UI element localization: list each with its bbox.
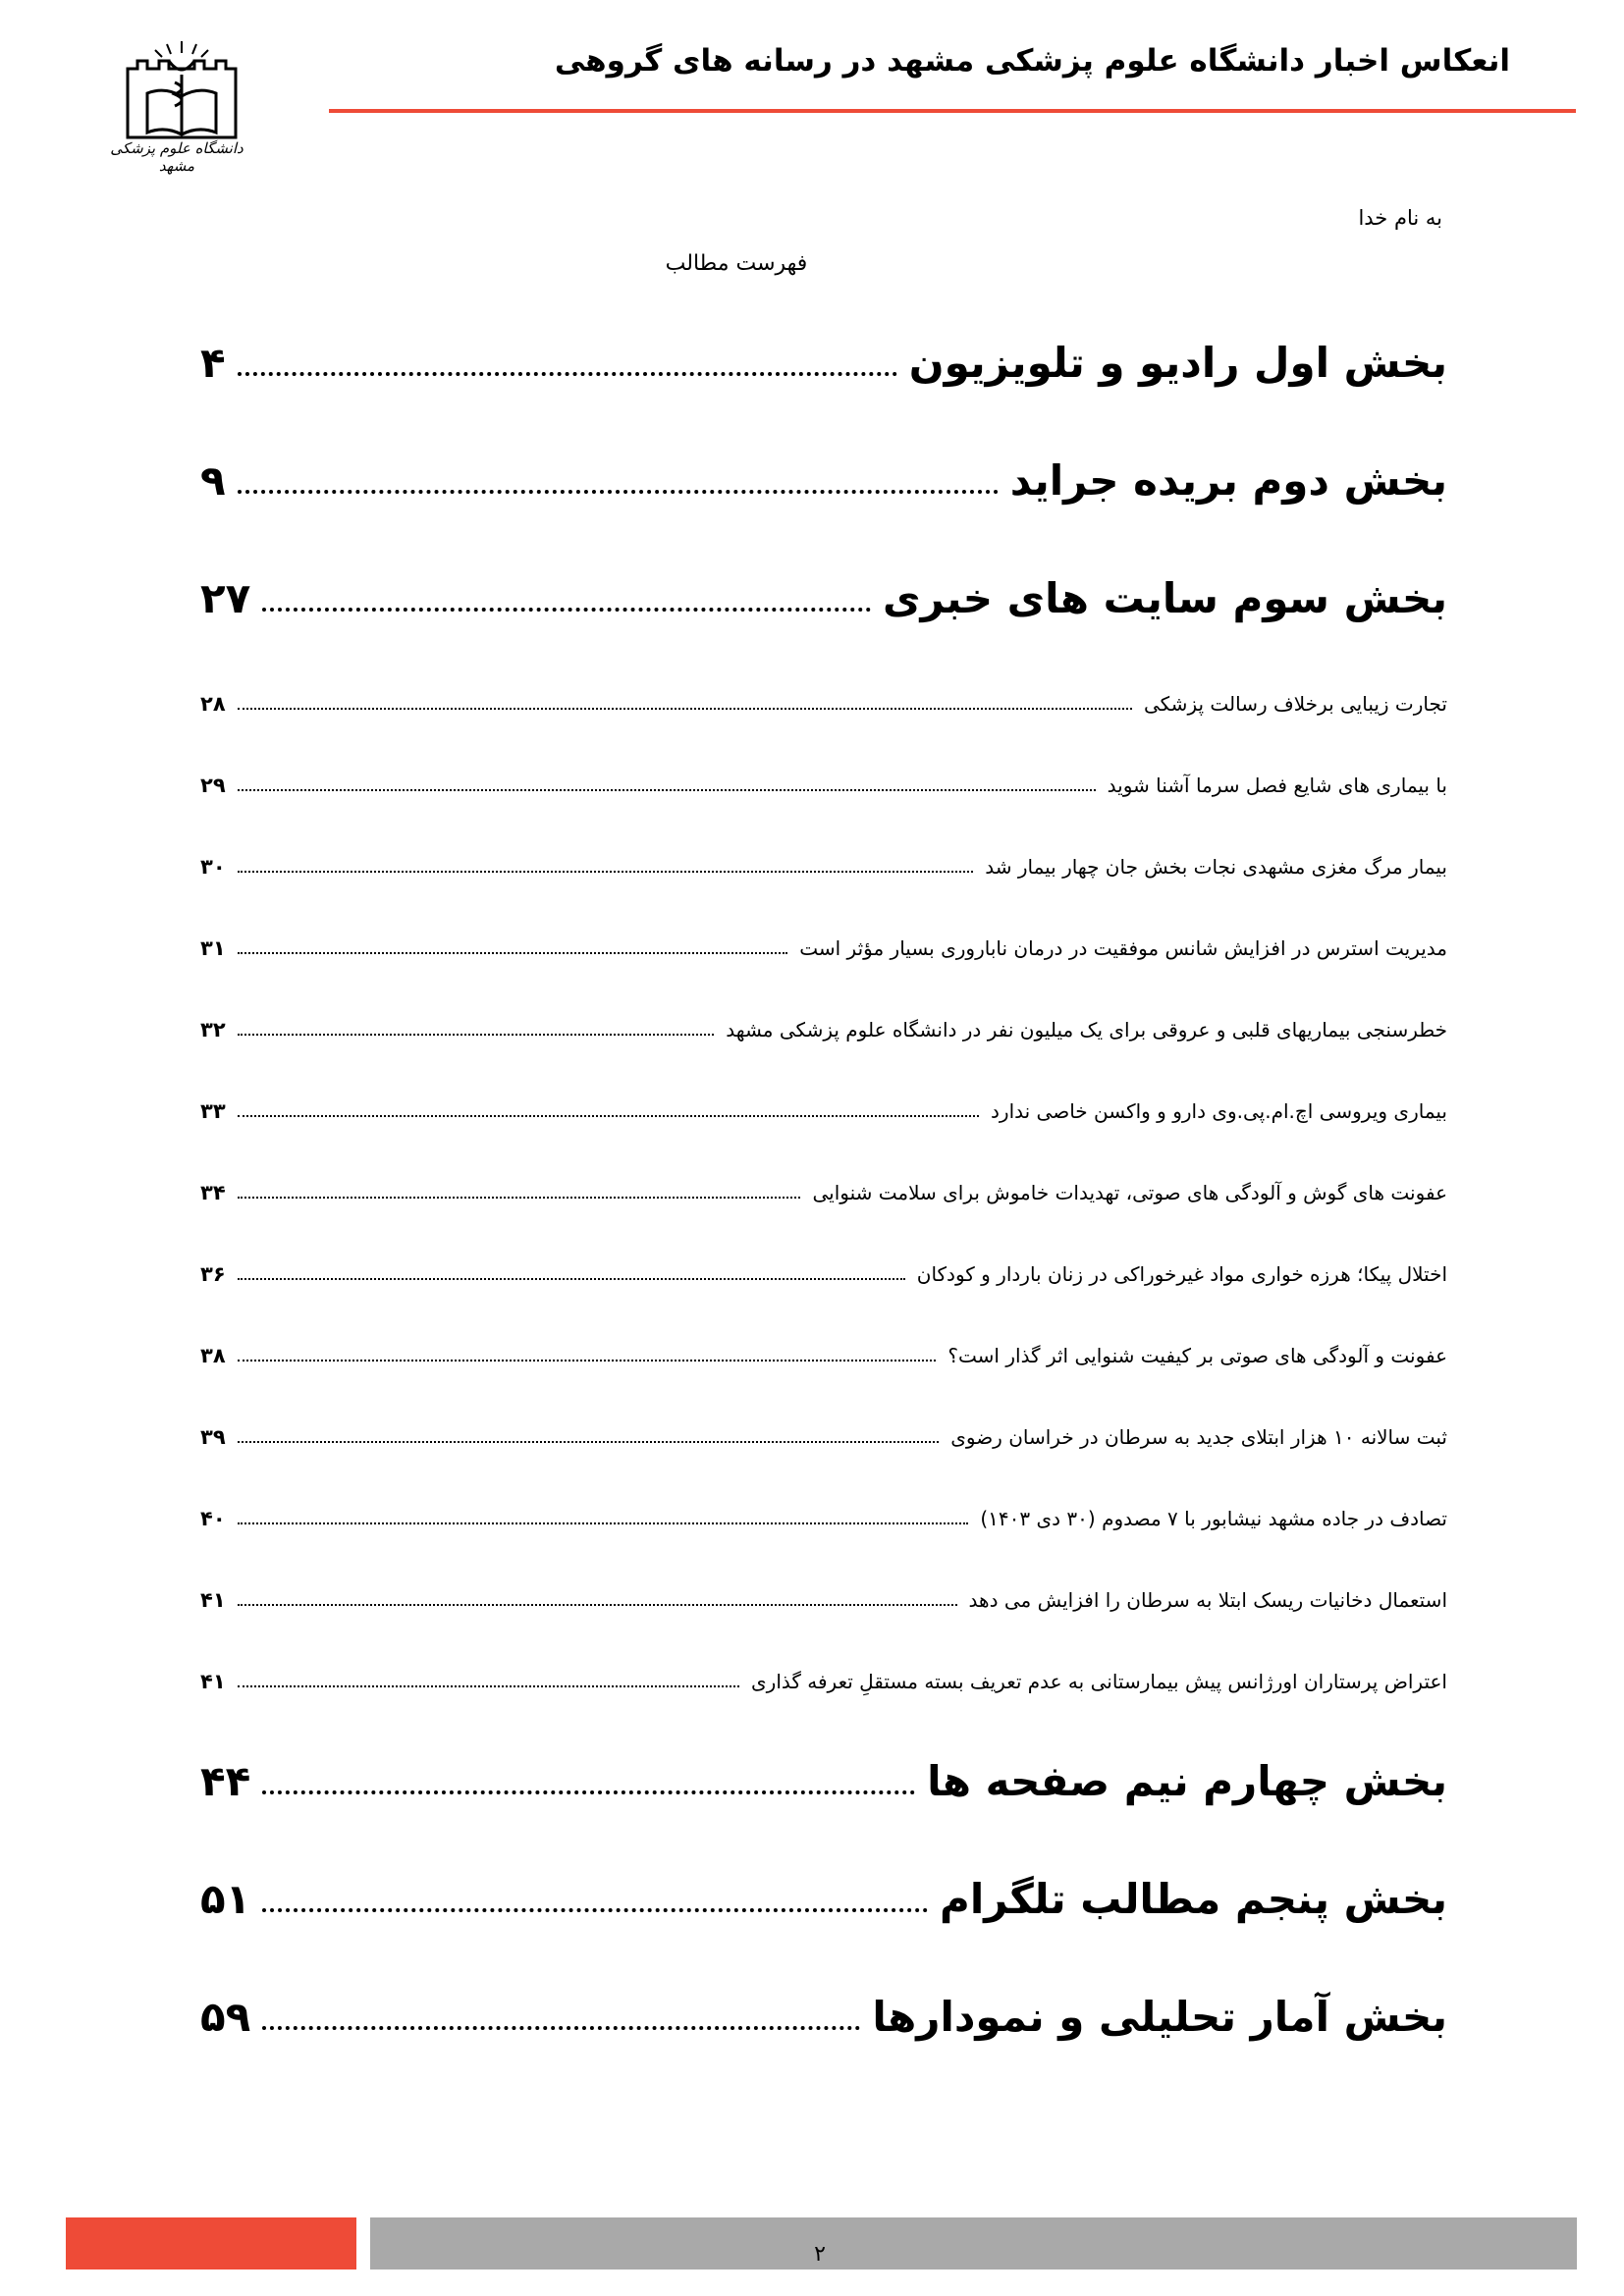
header-divider xyxy=(329,109,1576,113)
toc-entry[interactable] xyxy=(200,1344,1447,1367)
toc-leader-dots xyxy=(262,585,871,612)
toc-entry-page: ۴۱ xyxy=(200,1588,226,1612)
footer-accent-bar xyxy=(66,2217,356,2269)
toc-entry[interactable] xyxy=(200,1099,1447,1123)
toc-leader-dots xyxy=(238,1187,801,1199)
toc-entry-page: ۳۱ xyxy=(200,936,226,960)
toc-entry-title: خطرسنجی بیماریهای قلبی و عروقی برای یک میلیون نفر در دانشگاه علوم پزشکی مشهد xyxy=(726,1018,1447,1041)
toc-leader-dots xyxy=(238,779,1096,791)
toc-entry-title: استعمال دخانیات ریسک ابتلا به سرطان را افزایش می دهد xyxy=(968,1588,1447,1612)
toc-entry-page: ۳۲ xyxy=(200,1018,226,1041)
toc-leader-dots xyxy=(238,1024,715,1036)
university-emblem-icon xyxy=(108,39,255,147)
toc-section[interactable] xyxy=(200,1757,1447,1805)
toc-entry[interactable] xyxy=(200,1425,1447,1449)
toc-section-title: بخش آمار تحلیلی و نمودارها xyxy=(872,1993,1447,2041)
toc-entry-page: ۲۹ xyxy=(200,774,226,797)
toc-entry-title: مدیریت استرس در افزایش شانس موفقیت در درمان ناباروری بسیار مؤثر است xyxy=(799,936,1447,960)
toc-section[interactable] xyxy=(200,1993,1447,2041)
toc-section-page: ۵۱ xyxy=(200,1875,251,1923)
toc-heading: فهرست مطالب xyxy=(665,251,808,276)
toc-leader-dots xyxy=(238,1105,979,1117)
toc-leader-dots xyxy=(238,861,974,873)
toc-entry-page: ۳۳ xyxy=(200,1099,226,1123)
toc-entry-title: تجارت زیبایی برخلاف رسالت پزشکی xyxy=(1143,692,1447,716)
toc-leader-dots xyxy=(262,1768,915,1794)
bismillah-text: به نام خدا xyxy=(1358,206,1442,230)
toc-entry-title: اختلال پیکا؛ هرزه خواری مواد غیرخوراکی در زنان باردار و کودکان xyxy=(916,1262,1447,1286)
toc-leader-dots xyxy=(238,698,1132,710)
toc-section-page: ۲۷ xyxy=(200,574,251,622)
toc-entry-page: ۳۴ xyxy=(200,1181,226,1204)
toc-entry-page: ۴۱ xyxy=(200,1670,226,1693)
toc-section-title: بخش پنجم مطالب تلگرام xyxy=(940,1875,1447,1923)
toc-entry[interactable] xyxy=(200,1588,1447,1612)
toc-section[interactable] xyxy=(200,574,1447,622)
toc-leader-dots xyxy=(238,1431,940,1443)
toc-entry-title: ثبت سالانه ۱۰ هزار ابتلای جدید به سرطان در خراسان رضوی xyxy=(950,1425,1447,1449)
toc-leader-dots xyxy=(238,1594,957,1606)
toc-section-page: ۵۹ xyxy=(200,1993,251,2041)
toc-entry[interactable] xyxy=(200,855,1447,879)
toc-entry-title: بیمار مرگ مغزی مشهدی نجات بخش جان چهار بیمار شد xyxy=(985,855,1447,879)
toc-entry[interactable] xyxy=(200,1507,1447,1530)
toc-leader-dots xyxy=(238,349,897,376)
toc-leader-dots xyxy=(262,2003,860,2030)
toc-section[interactable] xyxy=(200,456,1447,505)
toc-section-title: بخش اول رادیو و تلویزیون xyxy=(908,339,1447,387)
toc-entry-title: بیماری ویروسی اچ.ام.پی.وی دارو و واکسن خاصی ندارد xyxy=(991,1099,1447,1123)
toc-section-title: بخش چهارم نیم صفحه ها xyxy=(927,1757,1447,1805)
toc-entry-title: اعتراض پرستاران اورژانس پیش بیمارستانی به عدم تعریف بسته مستقلِ تعرفه گذاری xyxy=(751,1670,1447,1693)
page-number: ۲ xyxy=(814,2242,826,2267)
report-header-title: انعکاس اخبار دانشگاه علوم پزشکی مشهد در رسانه های گروهی xyxy=(554,43,1510,79)
toc-entry-page: ۲۸ xyxy=(200,692,226,716)
toc-entry-title: عفونت های گوش و آلودگی های صوتی، تهدیدات خاموش برای سلامت شنوایی xyxy=(812,1181,1447,1204)
toc-leader-dots xyxy=(238,1513,969,1524)
toc-leader-dots xyxy=(238,1268,905,1280)
toc-leader-dots xyxy=(238,942,788,954)
toc-entry[interactable] xyxy=(200,1262,1447,1286)
toc-section-title: بخش دوم بریده جراید xyxy=(1009,456,1447,505)
toc-entry[interactable] xyxy=(200,774,1447,797)
toc-entry[interactable] xyxy=(200,692,1447,716)
toc-entry[interactable] xyxy=(200,1018,1447,1041)
toc-entry-title: تصادف در جاده مشهد نیشابور با ۷ مصدوم (۳۰ دی ۱۴۰۳) xyxy=(980,1507,1447,1530)
toc-entry-page: ۳۶ xyxy=(200,1262,226,1286)
toc-section[interactable] xyxy=(200,1875,1447,1923)
toc-section-page: ۹ xyxy=(200,456,226,505)
toc-entry[interactable] xyxy=(200,1670,1447,1693)
toc-entry-page: ۴۰ xyxy=(200,1507,226,1530)
toc-entry-page: ۳۰ xyxy=(200,855,226,879)
toc-leader-dots xyxy=(238,1676,739,1687)
toc-entry-page: ۳۹ xyxy=(200,1425,226,1449)
toc-entry-page: ۳۸ xyxy=(200,1344,226,1367)
toc-leader-dots xyxy=(262,1886,928,1912)
toc-entry[interactable] xyxy=(200,936,1447,960)
toc-leader-dots xyxy=(238,1350,937,1362)
toc-section-page: ۴۴ xyxy=(200,1757,251,1805)
toc-entry[interactable] xyxy=(200,1181,1447,1204)
toc-entry-title: با بیماری های شایع فصل سرما آشنا شوید xyxy=(1107,774,1447,797)
toc-leader-dots xyxy=(238,467,999,494)
footer-gray-bar xyxy=(370,2217,1577,2269)
toc-section[interactable] xyxy=(200,339,1447,387)
toc-entry-title: عفونت و آلودگی های صوتی بر کیفیت شنوایی اثر گذار است؟ xyxy=(947,1344,1447,1367)
toc-section-page: ۴ xyxy=(200,339,226,387)
toc-section-title: بخش سوم سایت های خبری xyxy=(882,574,1447,622)
logo-caption: دانشگاه علوم پزشکی مشهد xyxy=(110,139,244,175)
